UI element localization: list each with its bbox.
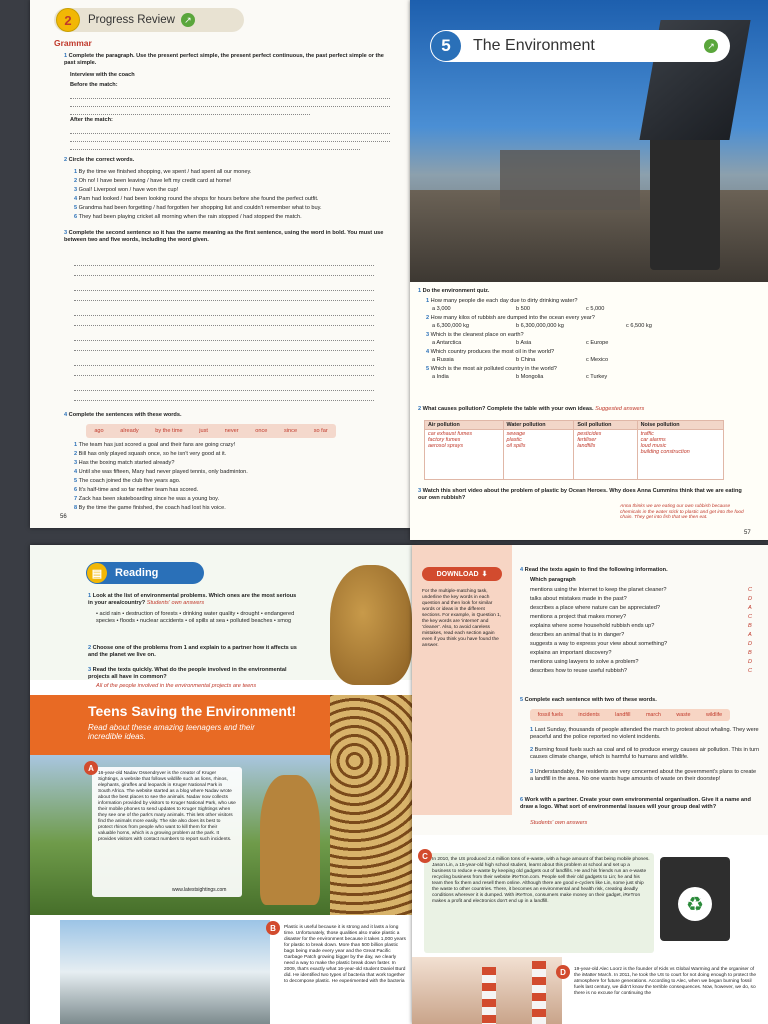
table-cell: pesticides fertiliser landfills — [574, 430, 637, 480]
ex1-title: 1 Complete the paragraph. Use the present perfect simple, the present perfect continuous, the past perfect simple or the past simple. — [64, 53, 384, 67]
ex4-item: describes how to reuse useful rubbish? — [530, 668, 628, 674]
ex4-answer: C — [748, 587, 753, 593]
text-c-box — [424, 853, 654, 953]
book-icon: ▤ — [87, 563, 107, 583]
chimney-shape — [532, 961, 546, 1024]
ex4-answer: D — [748, 641, 753, 647]
header-title: Reading — [115, 567, 159, 579]
ex4-item: mentions using the Internet to keep the planet cleaner? — [530, 587, 667, 593]
ex5-item: 3 Understandably, the residents are very concerned about the government's plans to create a landfill in the area. No one wants huge amounts of waste on their doorstep! — [530, 769, 757, 783]
chimney-shape — [482, 967, 496, 1024]
ex4-answer: A — [748, 632, 752, 638]
text-d: 19-year-old Alec Loorz is the founder of Kids vs Global Warming and the organiser of the iMatter March. In 2011, he took the US to court for not doing enough to protect the atmosphere for future generations. According to Alec, when we began burning fossil fuels last century, we didn't know the terrible consequences. Now, however, we do, so there is no excuse for continuing the — [574, 967, 757, 996]
ex3-title: 3 Read the texts quickly. What do the people involved in the environmental projects all have in common? — [88, 667, 287, 681]
grammar-heading: Grammar — [54, 38, 92, 48]
quiz-opt[interactable]: b 500 — [516, 306, 530, 312]
baby-photo — [412, 957, 562, 1024]
word: landfill — [615, 712, 631, 718]
ex4-item: mentions using lawyers to solve a problem? — [530, 659, 639, 665]
ex2-item: 2 Oh no! I have been leaving / have left my credit card at home! — [74, 178, 232, 184]
ex4-subtitle: Which paragraph — [530, 577, 576, 583]
download-icon: ⬇ — [481, 571, 488, 578]
text-a-url: www.latestsightings.com — [172, 887, 227, 893]
ex3-answer: Anna thinks we are eating our own rubbish because chemicals in the water stick to plastic and get into the food chain. They get into fish that we then eat. — [620, 504, 744, 521]
ex4-item: mentions a project that makes money? — [530, 614, 627, 620]
word: fossil fuels — [537, 712, 563, 718]
table-cell: traffic car alarms loud music building construction — [637, 430, 723, 480]
ex4-answer: B — [748, 650, 752, 656]
arrow-icon[interactable]: ↗ — [181, 13, 195, 27]
word: once — [255, 428, 268, 434]
ex5-word-box — [530, 709, 730, 721]
quiz-opt[interactable]: a India — [432, 374, 449, 380]
reading-header — [86, 562, 204, 584]
ex4-item: 3 Has the boxing match started already? — [74, 460, 175, 466]
environment-header — [430, 30, 730, 62]
ex2-item: 1 By the time we finished shopping, we spent / had spent all our money. — [74, 169, 252, 175]
text-d-box — [562, 965, 762, 1024]
ex4-item: describes an animal that is in danger? — [530, 632, 625, 638]
word: never — [224, 428, 239, 434]
label-b: B — [266, 921, 280, 935]
ex3-title: 3 Complete the second sentence so it has the same meaning as the first sentence, using the word in bold. You must use between two and five words, including the word given. — [64, 230, 384, 244]
text-c: In 2010, the US produced 2.4 million tons of e-waste, with a huge amount of that being mobile phones. Jason Lin, a 15-year-old high school student, learnt about this problem at school and set up a business to reduce e-waste by keeping old gadgets out of landfills. He and his friends run an e-waste recycling business from their website iReTron.com. People sell their old gadgets to Lin; he and his team then fix them and resell them online. Although there are good e-cyclers like Lin, some just ship the waste to other countries. There, it becomes an environmental and health risk, creating deadly conditions wherever it is dumped. With iReTron, consumers make money on their gadget, iReTron makes a profit and electronics don't end up in a landfill. — [432, 857, 650, 904]
ex4-title: 4 Complete the sentences with these words. — [64, 412, 182, 418]
ex2-item: 6 They had been playing cricket all morning when the rain stopped / had stopped the match. — [74, 214, 302, 220]
ex5-item: 2 Burning fossil fuels such as coal and oil to produce energy causes air pollution. This in turn causes climate change, which is harmful to humans and wildlife. — [530, 747, 760, 761]
word: just — [199, 428, 208, 434]
quiz-q: 1 How many people die each day due to dirty drinking water? — [426, 298, 578, 304]
giraffe-photo — [330, 565, 412, 685]
ex4-item: 6 It's half-time and so far neither team has scored. — [74, 487, 199, 493]
quiz-opt[interactable]: c Mexico — [586, 357, 609, 363]
quiz-opt[interactable]: b China — [516, 357, 536, 363]
progress-review-header — [54, 8, 244, 32]
ex4-answer: C — [748, 668, 753, 674]
quiz-opt[interactable]: a 6,300,000 kg — [432, 323, 470, 329]
ex5-title: 5 Complete each sentence with two of these words. — [520, 697, 657, 703]
ex1-title: 1 Do the environment quiz. — [418, 288, 490, 294]
quiz-opt[interactable]: b Mongolia — [516, 374, 544, 380]
header-title: Progress Review — [88, 14, 175, 26]
ex4-answer: A — [748, 605, 752, 611]
ex4-answer: C — [748, 614, 753, 620]
label-d: D — [556, 965, 570, 979]
word: ago — [94, 428, 104, 434]
ex4-answer: B — [748, 623, 752, 629]
quiz-q: 4 Which country produces the most oil in the world? — [426, 349, 555, 355]
ex4-word-box — [86, 424, 336, 438]
quiz-q: 3 Which is the cleanest place on earth? — [426, 332, 524, 338]
banner-title: Teens Saving the Environment! — [88, 703, 297, 719]
ex4-item: describes a place where nature can be appreciated? — [530, 605, 660, 611]
ex4-item: 4 Until she was fifteen, Mary had never played tennis, only badminton. — [74, 469, 248, 475]
ex3-answer: All of the people involved in the environmental projects are teens — [96, 683, 257, 689]
word: incidents — [578, 712, 600, 718]
table-head: Soil pollution — [574, 421, 637, 430]
page-56 — [30, 0, 410, 528]
after-match-label: After the match: — [70, 117, 113, 123]
ex2-item: 4 Pam had looked / had been looking round the shops for hours before she found the perfect outfit. — [74, 196, 319, 202]
quiz-opt[interactable]: c Europe — [586, 340, 609, 346]
page-57 — [410, 0, 768, 540]
table-cell: sewage plastic oil spills — [503, 430, 574, 480]
ex4-item: 8 By the time the game finished, the coach had lost his voice. — [74, 505, 226, 511]
problems-list: • acid rain • destruction of forests • drinking water quality • drought • endangered species • floods • nuclear accidents • oil spills at sea • polluted beaches • smog — [96, 611, 295, 625]
word: waste — [676, 712, 691, 718]
quiz-opt[interactable]: a Russia — [432, 357, 454, 363]
ex6-title: 6 Work with a partner. Create your own environmental organisation. Give it a name and draw a logo. What sort of environmental issues will your group deal with? — [520, 797, 751, 811]
giraffe-neck — [330, 695, 412, 915]
ex2-title: 2 What causes pollution? Complete the table with your own ideas. Suggested answers — [418, 406, 645, 412]
page-59 — [412, 545, 768, 1024]
word: wildlife — [705, 712, 723, 718]
table-cell: car exhaust fumes factory fumes aerosol sprays — [425, 430, 504, 480]
unit-number: 2 — [56, 8, 80, 32]
page-number: 56 — [60, 514, 67, 520]
beach-photo — [60, 920, 270, 1024]
ex4-item: talks about mistakes made in the past? — [530, 596, 627, 602]
arrow-icon[interactable]: ↗ — [704, 39, 718, 53]
ex4-item: explains an important discovery? — [530, 650, 612, 656]
ex2-item: 5 Grandma had been forgetting / had forgotten her shopping list and couldn't remember what to buy. — [74, 205, 322, 211]
ex4-item: explains where some household rubbish ends up? — [530, 623, 655, 629]
quiz-opt[interactable]: c 6,500 kg — [626, 323, 652, 329]
quiz-opt[interactable]: c Turkey — [586, 374, 608, 380]
quiz-opt[interactable]: b Asia — [516, 340, 532, 346]
giraffe-shape — [260, 775, 320, 905]
word: so far — [313, 428, 328, 434]
text-b: Plastic is useful because it is strong and it lasts a long time. Unfortunately, those qualities also make plastic a disaster for the environment because it takes 1,000 years for plastic to break down. More than 500 billion plastic bags being made every year and the Great Pacific Garbage Patch growing bigger by the day, we clearly need a way to make the plastic break down faster. In 2009, that's exactly what 16-year-old student Daniel Burd did. He identified two types of bacteria that work together to decompose plastic. He experimented with the bacteria — [284, 925, 406, 984]
ex4-title: 4 Read the texts again to find the following information. — [520, 567, 668, 573]
text-a-box — [88, 763, 242, 897]
ex4-answer: D — [748, 596, 753, 602]
quiz-opt[interactable]: c 5,000 — [586, 306, 605, 312]
text-b-box — [270, 923, 412, 1024]
quiz-opt[interactable]: a 3,000 — [432, 306, 451, 312]
table-head: Air pollution — [425, 421, 504, 430]
ex4-answer: D — [748, 659, 753, 665]
ex5-item: 1 Last Sunday, thousands of people attended the march to protest about whaling. They were peaceful and the police reported no violent incidents. — [530, 727, 759, 741]
ex2-item: 3 Goal! Liverpool won / have won the cup! — [74, 187, 179, 193]
factory-silhouette — [500, 150, 640, 210]
quiz-opt[interactable]: b 6,300,000,000 kg — [516, 323, 564, 329]
ex4-item: 2 Bill has only played squash once, so he isn't very good at it. — [74, 451, 227, 457]
label-c: C — [418, 849, 432, 863]
download-text: For the multiple-matching task, underline the key words in each question and then look for similar words or ideas in the different sections. For example, in Question 1, the key words are 'internet' and 'cleaner'. Also, to avoid careless mistakes, read each section again even if you think you have found the answer. — [422, 589, 502, 648]
label-a: A — [84, 761, 98, 775]
word: since — [284, 428, 298, 434]
quiz-opt[interactable]: a Antarctica — [432, 340, 462, 346]
ex1-subtitle: Interview with the coach — [70, 72, 135, 78]
table-head: Noise pollution — [637, 421, 723, 430]
header-title: The Environment — [473, 37, 595, 54]
recycle-icon: ♻ — [678, 887, 712, 921]
ex4-item: 7 Zack has been skateboarding since he was a young boy. — [74, 496, 220, 502]
ex4-item: 5 The coach joined the club five years ago. — [74, 478, 181, 484]
page-number: 57 — [744, 530, 751, 536]
recycle-bin-photo — [660, 857, 730, 941]
ex6-answer: Students' own answers — [530, 820, 588, 826]
unit-number: 5 — [431, 31, 461, 61]
word: already — [120, 428, 139, 434]
ex4-item: 1 The team has just scored a goal and their fans are going crazy! — [74, 442, 236, 448]
banner-subtitle: Read about these amazing teenagers and their incredible ideas. — [88, 723, 255, 741]
quiz-q: 2 How many kilos of rubbish are dumped into the ocean every year? — [426, 315, 595, 321]
ex2-title: 2 Circle the correct words. — [64, 157, 135, 163]
ex4-item: suggests a way to express your view about something? — [530, 641, 668, 647]
text-a: 16-year-old Nadav Ossendryver is the creator of Kruger Sightings, a website that follows wildlife such as lions, rhinos, elephants, giraffes and leopards in Kruger National Park in South Africa. The website started as a blog where Nadav wrote about the best places to see the animals. Nadav now collects information provided by visitors to Kruger National Park, who use their mobile phones to send updates to Kruger Sightings when they see one of the park's many animals. This lets other visitors find the animals more easily. The site also does its best to protect rhinos from people who want to kill them for their valuable horns, which is a growing problem at the park. It provides visitors with contact numbers to report such incidents. — [98, 771, 236, 842]
page-58 — [30, 545, 412, 1024]
word: by the time — [155, 428, 183, 434]
ex2-title: 2 Choose one of the problems from 1 and explain to a partner how it affects us and the planet we live on. — [88, 645, 297, 659]
ex3-title: 3 Watch this short video about the problem of plastic by Ocean Heroes. Why does Anna Cummins think that we are eating our own rubbish? — [418, 488, 742, 502]
download-title: DOWNLOAD ⬇ — [422, 567, 502, 581]
pollution-table — [424, 420, 724, 480]
table-head: Water pollution — [503, 421, 574, 430]
quiz-q: 5 Which is the most air polluted country in the world? — [426, 366, 557, 372]
exercise-area — [410, 282, 768, 540]
ex1-title: 1 Look at the list of environmental problems. Which ones are the most serious in your area/country? Students' own answers — [88, 593, 297, 607]
download-panel — [412, 545, 512, 815]
before-match-label: Before the match: — [70, 82, 118, 88]
word: march — [645, 712, 661, 718]
